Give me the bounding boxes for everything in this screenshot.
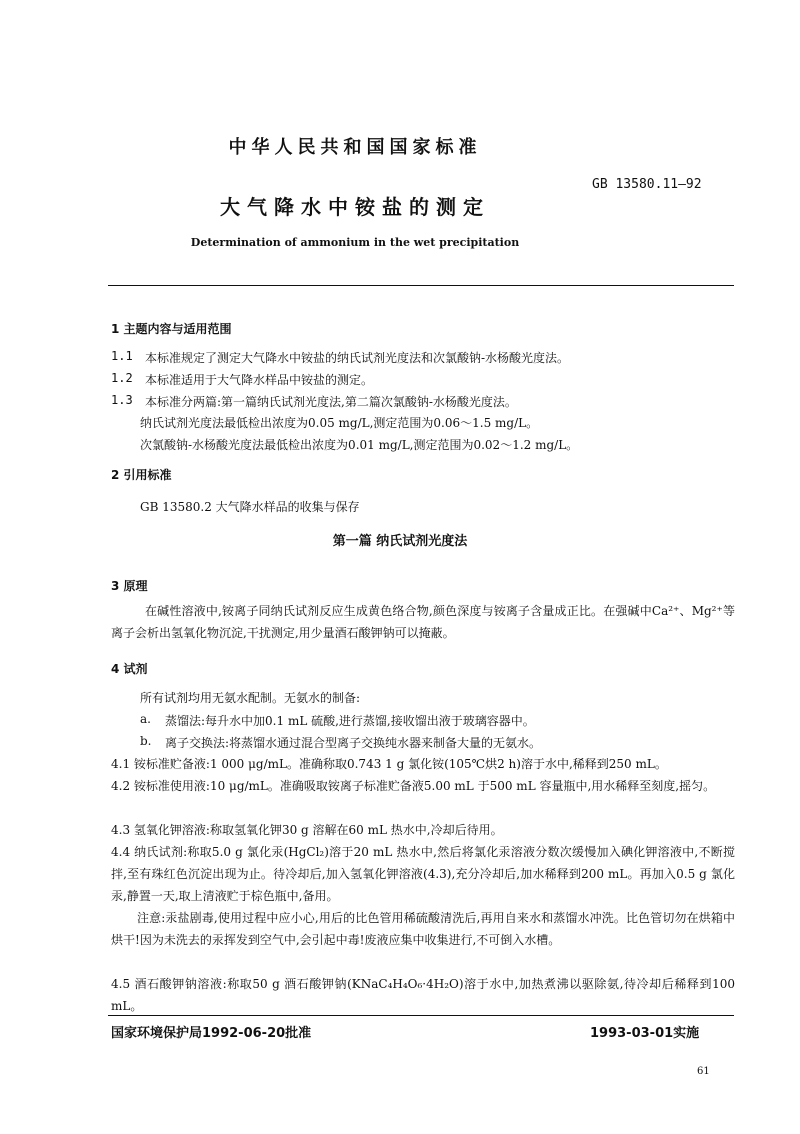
item-4-2: 4.2 铵标准使用液:10 μg/mL。准确吸取铵离子标准贮备液5.00 mL 于500 mL 容量瓶中,用水稀释至刻度,摇匀。 [111,779,716,793]
english-title: Determination of ammonium in the wet precipitation [190,236,520,249]
top-divider [108,285,734,286]
national-standard-heading: 中华人民共和国国家标准 [228,137,482,158]
reagent-intro: 所有试剂均用无氨水配制。无氨水的制备: [140,691,361,705]
section-4-heading: 4 试剂 [111,662,148,676]
method-b-text: 离子交换法:将蒸馏水通过混合型离子交换纯水器来制备大量的无氨水。 [165,736,542,750]
referenced-standard: GB 13580.2 大气降水样品的收集与保存 [140,500,360,514]
gb-code: GB 13580.11—92 [592,177,702,192]
section-2-heading: 2 引用标准 [111,468,172,482]
item-1-3-text: 本标准分两篇:第一篇纳氏试剂光度法,第二篇次氯酸钠-水杨酸光度法。 [145,395,517,409]
safety-note: 注意:汞盐剧毒,使用过程中应小心,用后的比色管用稀硫酸清洗后,再用自来水和蒸馏水冲洗。比色管切勿在烘箱中烘干!因为未洗去的汞挥发到空气中,会引起中毒!废液应集中收集进行,不可倒入水槽。 [111,911,735,947]
approval-date: 国家环境保护局1992-06-20批准 [111,1026,312,1041]
page-number: 61 [697,1066,710,1077]
method-a-label: a. [140,712,151,726]
method-a-text: 蒸馏法:每升水中加0.1 mL 硫酸,进行蒸馏,接收馏出液于玻璃容器中。 [165,714,535,728]
item-1-2-text: 本标准适用于大气降水样品中铵盐的测定。 [145,373,374,387]
document-title: 大气降水中铵盐的测定 [220,195,490,219]
item-1-1-text: 本标准规定了测定大气降水中铵盐的纳氏试剂光度法和次氯酸钠-水杨酸光度法。 [145,351,570,365]
detection-limit-nessler: 纳氏试剂光度法最低检出浓度为0.05 mg/L,测定范围为0.06～1.5 mg/L。 [140,416,539,430]
method-b-label: b. [140,734,152,748]
item-1-2-number: 1.2 [111,371,133,385]
section-1-heading: 1 主题内容与适用范围 [111,322,232,336]
detection-limit-salicylate: 次氯酸钠-水杨酸光度法最低检出浓度为0.01 mg/L,测定范围为0.02～1.2 mg/L。 [140,438,579,452]
item-1-3-number: 1.3 [111,393,133,407]
item-4-3: 4.3 氢氧化钾溶液:称取氢氧化钾30 g 溶解在60 mL 热水中,冷却后待用。 [111,823,503,837]
section-3-heading: 3 原理 [111,579,148,593]
item-4-4: 4.4 纳氏试剂:称取5.0 g 氯化汞(HgCl₂)溶于20 mL 热水中,然后将氯化汞溶液分数次缓慢加入碘化钾溶液中,不断搅拌,至有珠红色沉淀出现为止。待冷却后,加入氢氧化钾溶液(4.3),充分冷却后,加水稀释到200 mL。再加入0.5 g 氯化汞,静置一天,取上清液贮于棕色瓶中,备用。 [111,845,735,903]
principle-paragraph: 在碱性溶液中,铵离子同纳氏试剂反应生成黄色络合物,颜色深度与铵离子含量成正比。在强碱中Ca²⁺、Mg²⁺等离子会析出氢氧化物沉淀,干扰测定,用少量酒石酸钾钠可以掩蔽。 [111,604,735,640]
item-4-1: 4.1 铵标准贮备液:1 000 μg/mL。准确称取0.743 1 g 氯化铵(105℃烘2 h)溶于水中,稀释到250 mL。 [111,757,667,771]
part-1-title: 第一篇 纳氏试剂光度法 [332,534,468,549]
item-1-1-number: 1.1 [111,349,133,363]
bottom-divider [108,1015,734,1016]
item-4-5: 4.5 酒石酸钾钠溶液:称取50 g 酒石酸钾钠(KNaC₄H₄O₆·4H₂O)溶于水中,加热煮沸以驱除氨,待冷却后稀释到100 mL。 [111,977,735,1013]
implementation-date: 1993-03-01实施 [590,1026,700,1041]
